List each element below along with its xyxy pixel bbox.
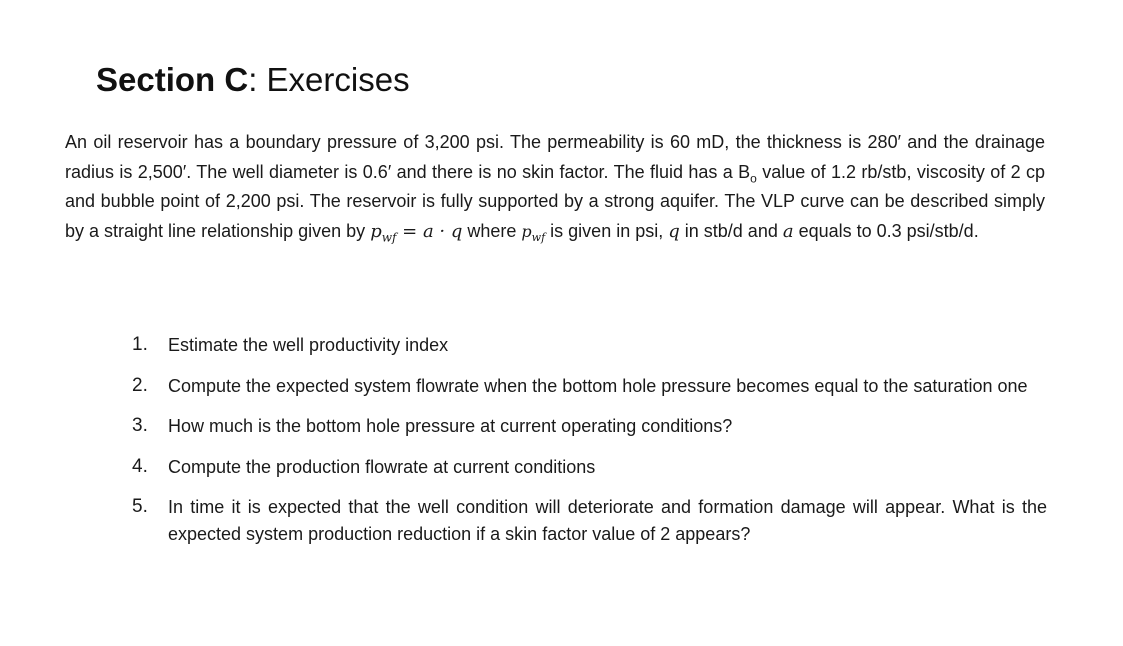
a-variable: a bbox=[782, 220, 794, 242]
question-list bbox=[132, 332, 1047, 561]
equation-subscript: wf bbox=[381, 230, 397, 245]
equation-p: p bbox=[370, 220, 382, 242]
section-title-label: Section C bbox=[96, 61, 249, 98]
question-item-3 bbox=[132, 413, 1047, 440]
question-number: 3. bbox=[132, 415, 148, 436]
bo-subscript: o bbox=[750, 171, 757, 186]
equation-rest: = a · q bbox=[396, 220, 463, 242]
question-number: 2. bbox=[132, 374, 148, 396]
pwf-subscript: wf bbox=[531, 230, 546, 244]
question-number: 4. bbox=[132, 455, 148, 477]
pwf-symbol bbox=[521, 221, 546, 244]
vlp-equation bbox=[370, 220, 463, 245]
problem-statement bbox=[65, 128, 1045, 246]
paragraph-text-5: in stb/d and bbox=[679, 220, 783, 241]
question-text: Estimate the well productivity index bbox=[168, 335, 449, 355]
question-item-4 bbox=[132, 454, 1047, 481]
paragraph-text-4: is given in psi, bbox=[545, 220, 669, 241]
paragraph-text-2: value of 1.2 rb/stb, viscosity of 2 cp and bubble point of 2,200 psi. The reservoir is fully supported by a strong aquifer. The VLP curve can be described simply by a straight line relationship given by bbox=[65, 161, 1045, 241]
question-item-1 bbox=[132, 332, 1047, 359]
paragraph-text-3: where bbox=[462, 220, 522, 241]
question-text: Compute the expected system flowrate when the bottom hole pressure becomes equal to the saturation one bbox=[168, 375, 1028, 396]
paragraph-text-6: equals to 0.3 psi/stb/d. bbox=[793, 220, 979, 241]
question-item-5 bbox=[132, 494, 1047, 547]
pwf-p: p bbox=[521, 221, 532, 241]
section-title bbox=[96, 58, 410, 102]
section-title-suffix: : Exercises bbox=[248, 61, 410, 98]
question-item-2 bbox=[132, 373, 1047, 400]
question-text: Compute the production flowrate at current conditions bbox=[168, 456, 596, 477]
paragraph-text-1: An oil reservoir has a boundary pressure of 3,200 psi. The permeability is 60 mD, the thickness is 280′ and the drainage radius is 2,500′. The well diameter is 0.6′ and there is no skin factor. The fluid has a B bbox=[65, 132, 1045, 182]
question-text: How much is the bottom hole pressure at current operating conditions? bbox=[168, 416, 733, 436]
question-number: 5. bbox=[132, 496, 148, 517]
question-text: In time it is expected that the well condition will deteriorate and formation damage will appear. What is the expected system production reduction if a skin factor value of 2 appears? bbox=[168, 497, 1047, 544]
q-variable: q bbox=[668, 220, 680, 242]
question-number: 1. bbox=[132, 334, 148, 355]
